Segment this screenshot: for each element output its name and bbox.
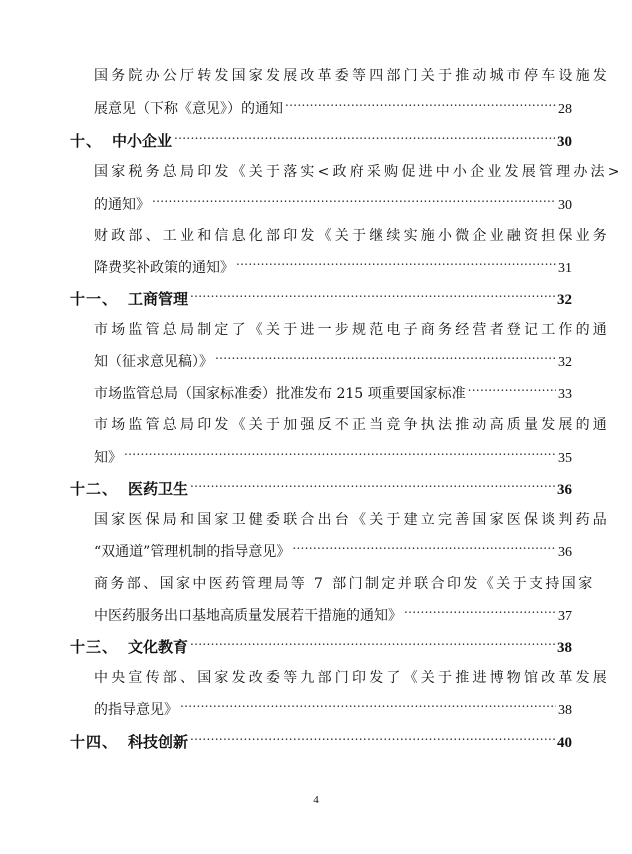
toc-entry-text: 中医药服务出口基地高质量发展若干措施的通知》 xyxy=(94,608,402,624)
toc-entry-text: 降费奖补政策的通知》 xyxy=(94,260,234,276)
section-number: 十一、 xyxy=(70,290,119,308)
toc-page-number: 31 xyxy=(558,261,572,276)
toc-entry-text-line1: 中央宣传部、国家发改委等九部门印发了《关于推进博物馆改革发展 xyxy=(94,670,610,686)
dot-leader xyxy=(190,733,555,747)
toc-page-number: 40 xyxy=(557,735,572,751)
toc-entry-text-line1: 国务院办公厅转发国家发展改革委等四部门关于推动城市停车设施发 xyxy=(94,68,610,84)
dot-leader xyxy=(174,132,555,146)
toc-page-number: 37 xyxy=(558,609,572,624)
toc-entry-text: 展意见（下称《意见》）的通知 xyxy=(94,101,283,117)
toc-page-number: 32 xyxy=(558,355,572,370)
dot-leader xyxy=(285,99,556,113)
section-number: 十二、 xyxy=(70,480,119,498)
section-title: 文化教育 xyxy=(128,638,189,656)
section-number: 十三、 xyxy=(70,638,119,656)
section-title: 科技创新 xyxy=(128,733,189,751)
toc-entry-text: 的指导意见》 xyxy=(94,702,178,718)
dot-leader xyxy=(215,352,556,366)
toc-entry-text-line2 xyxy=(94,195,572,216)
toc-page-number: 38 xyxy=(558,703,572,718)
toc-entry-text: 知（征求意见稿）》 xyxy=(94,354,213,370)
toc-entry-text-line1: 国家税务总局印发《关于落实<政府采购促进中小企业发展管理办法> xyxy=(94,164,623,180)
toc-entry-text-line2 xyxy=(94,606,572,627)
section-title: 工商管理 xyxy=(128,290,189,308)
dot-leader xyxy=(190,290,555,304)
toc-entry-text-line1: 财政部、工业和信息化部印发《关于继续实施小微企业融资担保业务 xyxy=(94,228,610,244)
toc-entry-text: 的通知》 xyxy=(94,197,150,213)
toc-page-number: 36 xyxy=(558,545,572,560)
toc-page-number: 38 xyxy=(557,640,572,656)
dot-leader xyxy=(190,480,555,494)
toc-entry-text-line2 xyxy=(94,99,572,120)
dot-leader xyxy=(152,195,556,209)
toc-entry-text: 市场监管总局（国家标准委）批准发布 215 项重要国家标准 xyxy=(94,386,466,402)
toc-page-number: 36 xyxy=(557,482,572,498)
dot-leader xyxy=(180,700,556,714)
dot-leader xyxy=(292,542,556,556)
toc-entry-text-line2 xyxy=(94,258,572,279)
section-number: 十、 xyxy=(70,132,103,150)
dot-leader xyxy=(404,606,556,620)
dot-leader xyxy=(468,384,556,398)
toc-entry-text: “双通道”管理机制的指导意见》 xyxy=(94,544,291,560)
section-title: 中小企业 xyxy=(112,132,173,150)
toc-entry-text-line2 xyxy=(94,542,572,563)
dot-leader xyxy=(236,258,556,272)
toc-entry-text-line1: 市场监管总局印发《关于加强反不正当竞争执法推动高质量发展的通 xyxy=(94,417,610,433)
toc-page-number: 30 xyxy=(558,198,572,213)
toc-page-number: 28 xyxy=(558,102,572,117)
toc-entry-text-line2 xyxy=(94,352,572,373)
toc-entry-text-line2 xyxy=(94,700,572,721)
toc-entry-text: 知》 xyxy=(94,450,122,466)
toc-page-number: 35 xyxy=(558,451,572,466)
toc-entry-text-line1: 市场监管总局制定了《关于进一步规范电子商务经营者登记工作的通 xyxy=(94,322,610,338)
section-title: 医药卫生 xyxy=(128,480,189,498)
toc-entry-text-line1: 商务部、国家中医药管理局等 7 部门制定并联合印发《关于支持国家 xyxy=(94,576,595,592)
toc-page-number: 32 xyxy=(557,292,572,308)
toc-page-number: 30 xyxy=(557,134,572,150)
toc-entry-text-line1: 国家医保局和国家卫健委联合出台《关于建立完善国家医保谈判药品 xyxy=(94,512,610,528)
section-number: 十四、 xyxy=(70,733,119,751)
toc-page-number: 33 xyxy=(558,387,572,402)
dot-leader xyxy=(124,448,556,462)
footer-page-number: 4 xyxy=(313,794,319,806)
dot-leader xyxy=(190,638,555,652)
toc-entry-text-line2 xyxy=(94,448,572,469)
